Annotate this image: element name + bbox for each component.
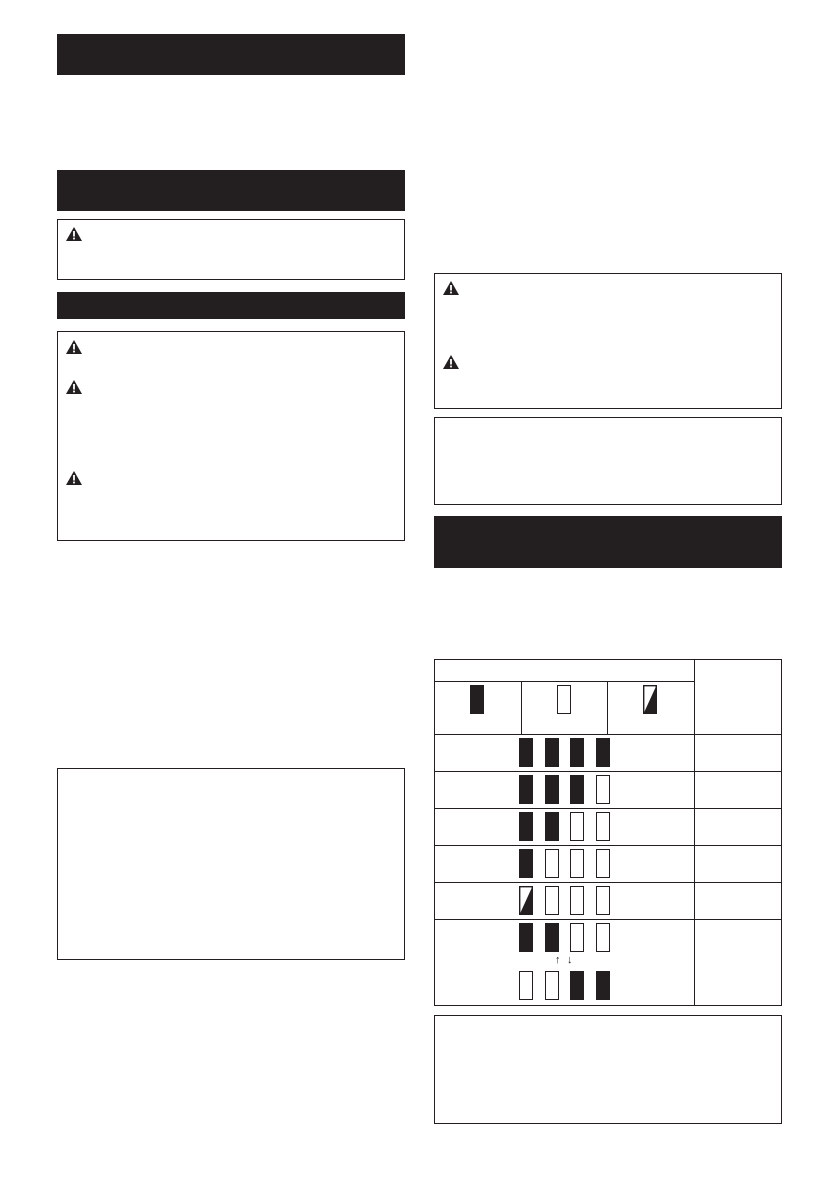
warning-box-2 [57, 331, 405, 541]
lamp-on-icon [519, 775, 533, 804]
lamp-on-icon [570, 738, 584, 767]
lamp-on-icon [596, 971, 610, 1000]
warning-triangle-icon [442, 280, 460, 296]
lamp-on-icon [545, 923, 559, 952]
lamp-on-icon [545, 812, 559, 841]
lamp-off-icon [596, 886, 610, 915]
lamp-off-icon [596, 849, 610, 878]
lamp-on-icon [519, 738, 533, 767]
lamp-on-icon [519, 812, 533, 841]
warning-box-3 [434, 273, 782, 409]
section-header-bar-right [434, 516, 782, 568]
lamp-blinking-icon [643, 685, 657, 714]
note-box-right-1 [434, 417, 782, 505]
section-header-bar-2 [57, 170, 405, 211]
warning-triangle-icon [65, 339, 83, 355]
lamp-off-icon [545, 971, 559, 1000]
warning-triangle-icon [442, 354, 460, 370]
warning-triangle-icon [65, 470, 83, 486]
lamp-off-icon [545, 886, 559, 915]
lamp-on-icon [519, 923, 533, 952]
lamp-off-icon [545, 849, 559, 878]
lamp-on-icon [545, 775, 559, 804]
warning-triangle-icon [65, 379, 83, 395]
lamp-off-icon [570, 812, 584, 841]
lamp-off-icon [596, 923, 610, 952]
lamp-on-icon [570, 775, 584, 804]
lamp-off-icon [596, 775, 610, 804]
warning-box-1 [57, 219, 405, 280]
note-box-right-2 [434, 1015, 782, 1124]
warning-triangle-icon [65, 226, 83, 242]
lamp-off-icon [570, 886, 584, 915]
section-header-bar-1 [57, 34, 405, 75]
arrow-down-icon: ↓ [567, 954, 573, 966]
lamp-off-icon [557, 685, 571, 714]
lamp-on-icon [545, 738, 559, 767]
lamp-off-icon [596, 812, 610, 841]
lamp-off-icon [519, 971, 533, 1000]
lamp-on-icon [519, 849, 533, 878]
lamp-off-icon [570, 849, 584, 878]
section-header-bar-3 [57, 292, 405, 319]
lamp-on-icon [596, 738, 610, 767]
arrow-up-icon: ↑ [555, 954, 561, 966]
note-box-left [57, 768, 405, 960]
lamp-on-icon [570, 971, 584, 1000]
lamp-on-icon [470, 685, 484, 714]
lamp-blinking-icon [519, 886, 533, 915]
lamp-off-icon [570, 923, 584, 952]
